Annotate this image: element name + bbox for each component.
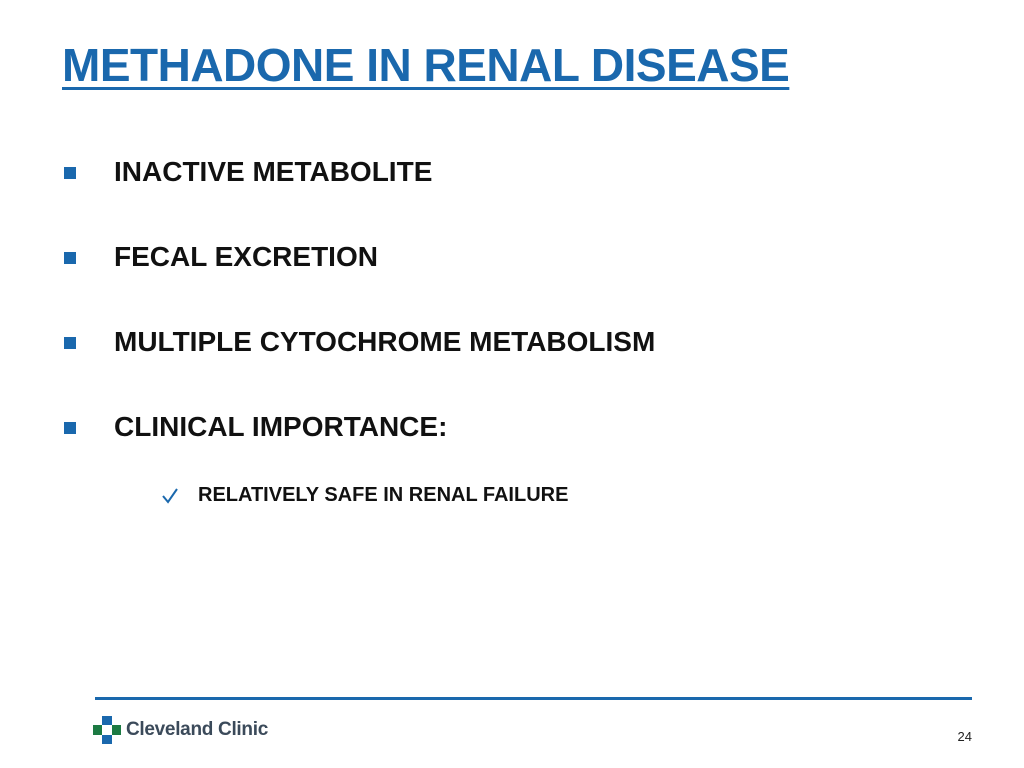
bullet-label: CLINICAL IMPORTANCE: [114, 411, 448, 442]
cleveland-clinic-logo [93, 716, 268, 744]
bullet-item [64, 156, 655, 245]
footer-divider [95, 697, 972, 700]
page-number: 24 [957, 729, 972, 744]
bullet-item [64, 241, 655, 330]
bullet-label: MULTIPLE CYTOCHROME METABOLISM [114, 326, 656, 357]
square-bullet-icon [64, 422, 76, 434]
slide-title: METHADONE IN RENAL DISEASE [62, 39, 790, 91]
square-bullet-icon [64, 252, 76, 264]
square-bullet-icon [64, 337, 76, 349]
checkmark-icon [160, 486, 180, 506]
logo-text: Cleveland Clinic [126, 719, 268, 740]
sub-bullet-item [160, 484, 568, 507]
bullet-label: INACTIVE METABOLITE [114, 156, 433, 187]
sub-bullet-label: RELATIVELY SAFE IN RENAL FAILURE [198, 484, 569, 506]
square-bullet-icon [64, 167, 76, 179]
bullet-item [64, 326, 656, 415]
bullet-list [64, 156, 656, 500]
cleveland-clinic-cross-icon [93, 716, 121, 744]
bullet-label: FECAL EXCRETION [114, 241, 378, 272]
